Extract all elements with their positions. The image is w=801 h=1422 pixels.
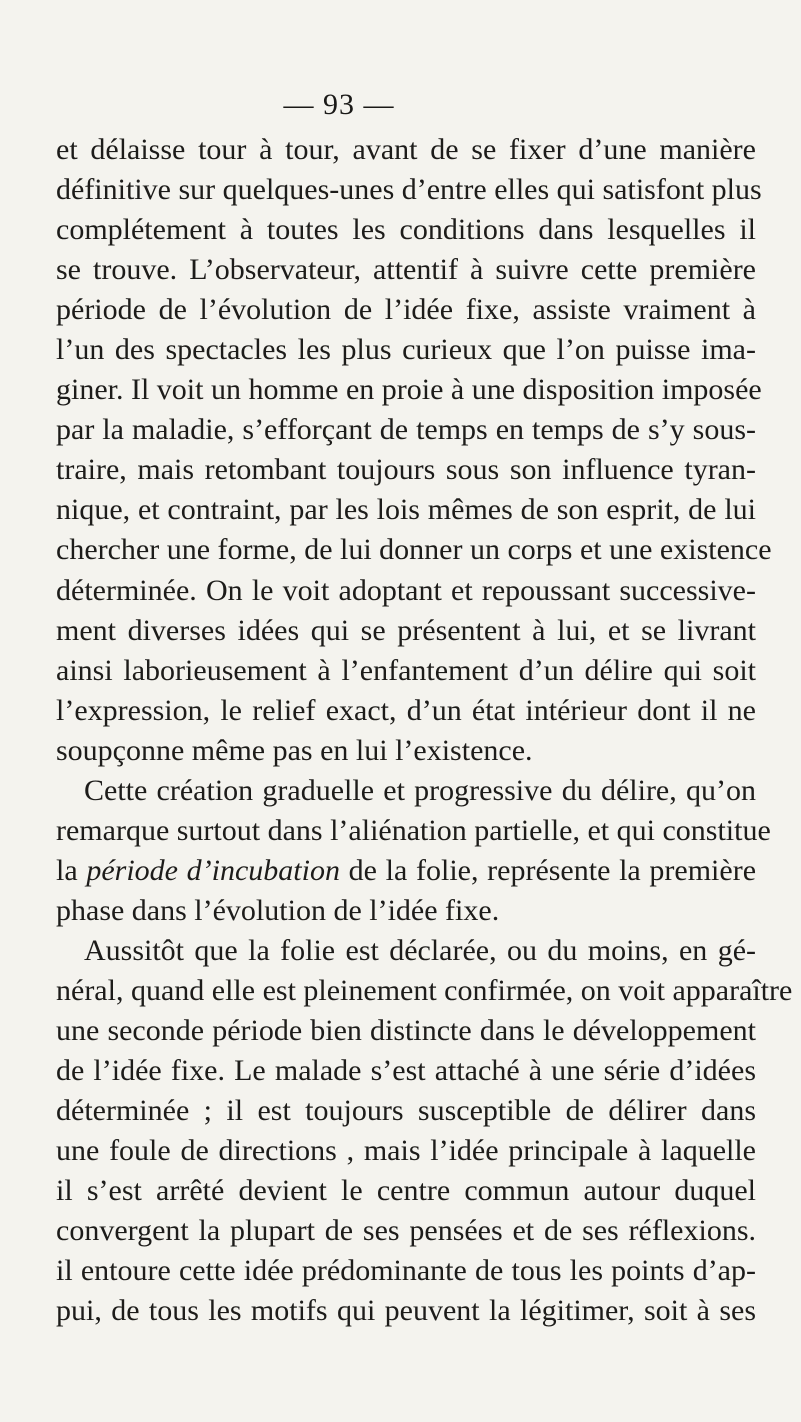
- text-line: l’expression, le relief exact, d’un état intérieur dont il ne: [56, 693, 756, 727]
- text-segment: de la folie, représente la première: [339, 853, 757, 887]
- text-line: phase dans l’évolution de l’idée fixe.: [56, 893, 500, 927]
- text-line: remarque surtout dans l’aliénation partielle, et qui constitue: [56, 813, 771, 847]
- text-line: de l’idée fixe. Le malade s’est attaché à une série d’idées: [56, 1054, 756, 1088]
- text-line: pui, de tous les motifs qui peuvent la légitimer, soit à ses: [56, 1294, 756, 1328]
- text-line: une seconde période bien distincte dans le développement: [56, 1014, 756, 1048]
- text-line: nique, et contraint, par les lois mêmes de son esprit, de lui: [56, 493, 756, 527]
- text-line: déterminée ; il est toujours susceptible de délirer dans: [56, 1094, 756, 1128]
- text-line: ainsi laborieusement à l’enfantement d’un délire qui soit: [56, 653, 756, 687]
- text-line: déterminée. On le voit adoptant et repoussant successive-: [56, 573, 756, 607]
- text-line: chercher une forme, de lui donner un corps et une existence: [56, 533, 772, 567]
- text-line: [56, 851, 756, 891]
- text-line: définitive sur quelques-unes d’entre elles qui satisfont plus: [56, 173, 762, 207]
- text-line: néral, quand elle est pleinement confirmée, on voit apparaître: [56, 973, 793, 1007]
- page-body: [56, 82, 793, 1331]
- text-line: se trouve. L’observateur, attentif à suivre cette première: [56, 253, 756, 287]
- text-line: traire, mais retombant toujours sous son influence tyran-: [56, 453, 756, 487]
- page-number: — 93 —: [283, 88, 395, 121]
- text-line: l’un des spectacles les plus curieux que l’on puisse ima-: [56, 333, 756, 367]
- text-line: et délaisse tour à tour, avant de se fixer d’une manière: [56, 133, 756, 166]
- text-line: période de l’évolution de l’idée fixe, assiste vraiment à: [56, 293, 756, 327]
- text-line: il s’est arrêté devient le centre commun autour duquel: [56, 1174, 756, 1208]
- text-line: giner. Il voit un homme en proie à une disposition imposée: [56, 373, 762, 407]
- text-line: ment diverses idées qui se présentent à lui, et se livrant: [56, 613, 756, 647]
- text-line: complétement à toutes les conditions dans lesquelles il: [56, 213, 756, 247]
- text-line: par la maladie, s’efforçant de temps en temps de s’y sous-: [56, 413, 756, 447]
- text-line: Aussitôt que la folie est déclarée, ou du moins, en gé-: [84, 933, 756, 967]
- text-line: convergent la plupart de ses pensées et de ses réflexions.: [56, 1214, 756, 1248]
- text-line: il entoure cette idée prédominante de tous les points d’ap-: [56, 1254, 756, 1288]
- text-block: [56, 130, 793, 1331]
- text-line: Cette création graduelle et progressive du délire, qu’on: [84, 773, 756, 807]
- text-line: une foule de directions , mais l’idée principale à laquelle: [56, 1134, 756, 1168]
- text-segment: la: [56, 853, 87, 887]
- italic-term: période d’incubation: [86, 853, 340, 887]
- text-line: soupçonne même pas en lui l’existence.: [56, 733, 533, 767]
